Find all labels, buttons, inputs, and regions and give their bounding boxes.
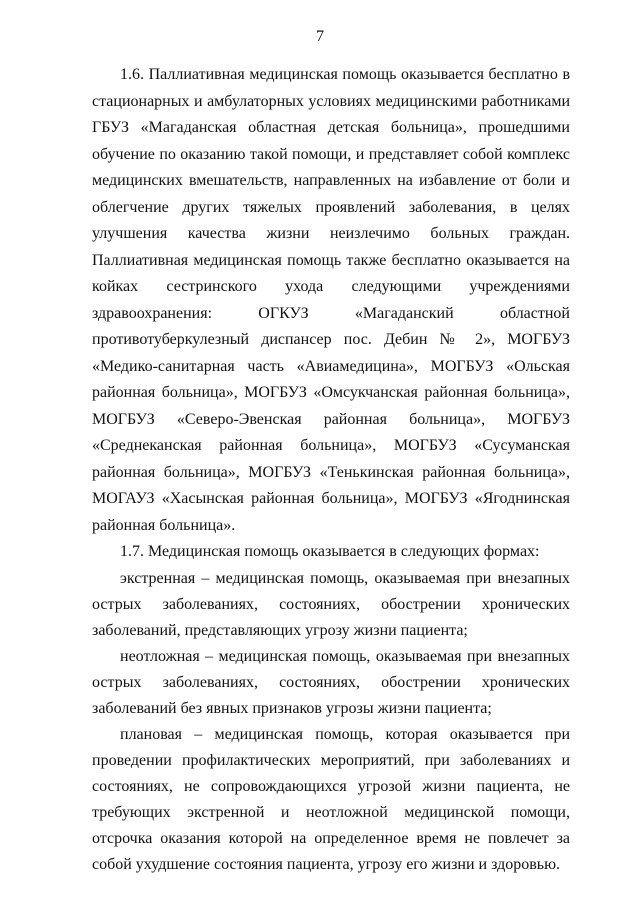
page-number: 7: [316, 28, 324, 45]
paragraph-1-6: 1.6. Паллиативная медицинская помощь оказывается бесплатно в стационарных и амбулаторных условиях медицинскими работниками ГБУЗ «Магаданская областная детская больница», прошедшими обучение по оказанию такой помощи, и представляет собой комплекс медицинских вмешательств, направленных на избавление от боли и облегчение других тяжелых проявлений заболевания, в целях улучшения качества жизни неизлечимо больных граждан. Паллиативная медицинская помощь также бесплатно оказывается на койках сестринского ухода следующими учреждениями здравоохранения: ОГКУЗ «Магаданский областной противотуберкулезный диспансер пос. Дебин № 2», МОГБУЗ «Медико-санитарная часть «Авиамедицина», МОГБУЗ «Ольская районная больница», МОГБУЗ «Омсукчанская районная больница», МОГБУЗ «Северо-Эвенская районная больница», МОГБУЗ «Среднеканская районная больница», МОГБУЗ «Сусуманская районная больница», МОГБУЗ «Тенькинская районная больница», МОГАУЗ «Хасынская районная больница», МОГБУЗ «Ягоднинская районная больница».: [92, 66, 570, 534]
paragraph-emergency-form: экстренная – медицинская помощь, оказываемая при внезапных острых заболеваниях, состояниях, обострении хронических заболеваний, представляющих угрозу жизни пациента;: [92, 569, 570, 639]
paragraph-planned-form: плановая – медицинская помощь, которая оказывается при проведении профилактических мероприятий, при заболеваниях и состояниях, не сопровождающихся угрозой жизни пациента, не требующих экстренной и неотложной медицинской помощи, отсрочка оказания которой на определенное время не повлечет за собой ухудшение состояния пациента, угрозу его жизни и здоровью.: [92, 725, 570, 873]
paragraph-1-7: 1.7. Медицинская помощь оказывается в следующих формах:: [120, 543, 540, 560]
document-body: [92, 62, 570, 878]
paragraph-urgent-form: неотложная – медицинская помощь, оказываемая при внезапных острых заболеваниях, состояниях, обострении хронических заболеваний без явных признаков угрозы жизни пациента;: [92, 647, 570, 717]
